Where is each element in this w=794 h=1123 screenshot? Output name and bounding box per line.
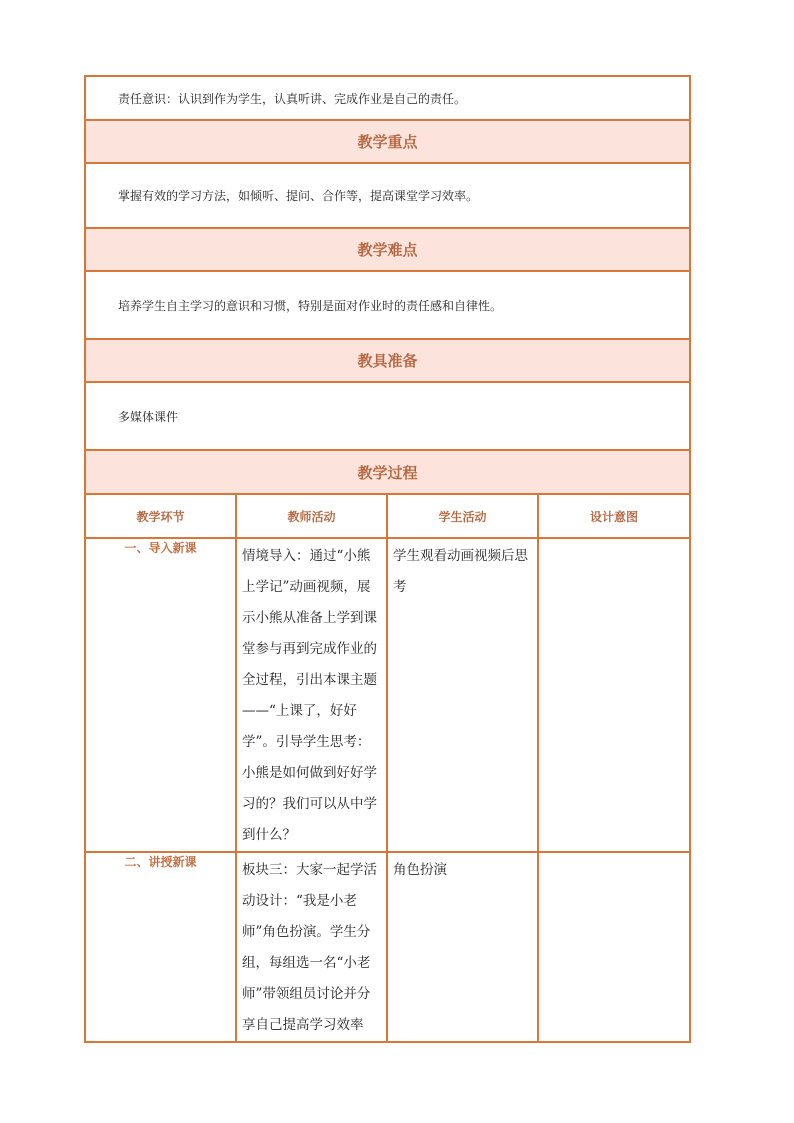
column-header-intent: 设计意图: [538, 494, 690, 538]
table-row: [85, 852, 690, 1042]
design-intent-cell: [538, 852, 690, 1042]
key-points-header-row: [85, 120, 690, 163]
process-title: 教学过程: [85, 450, 690, 494]
process-header-row: [85, 450, 690, 494]
key-points-row: [85, 163, 690, 228]
key-points-title: 教学重点: [85, 120, 690, 163]
teacher-activity-text: 情境导入：通过“小熊上学记”动画视频，展示小熊从准备上学到课堂参与再到完成作业的全过程，引出本课主题——“上课了，好好学”。引导学生思考：小熊是如何做到好好学习的？我们可以从中学到什么？: [242, 548, 377, 843]
responsibility-text: 责任意识：认识到作为学生，认真听讲、完成作业是自己的责任。: [85, 76, 690, 120]
student-activity-text: 角色扮演: [393, 862, 447, 878]
difficulties-header-row: [85, 228, 690, 271]
column-header-student: 学生活动: [387, 494, 538, 538]
difficulties-text: 培养学生自主学习的意识和习惯，特别是面对作业时的责任感和自律性。: [85, 271, 690, 339]
teacher-activity-cell: [236, 538, 387, 852]
teacher-activity-text: 板块三：大家一起学活动设计：“我是小老师”角色扮演。学生分组，每组选一名“小老师”带领组员讨论并分享自己提高学习效率: [242, 862, 377, 1033]
process-column-headers: [85, 494, 690, 538]
stage-cell: 一、导入新课: [85, 538, 236, 852]
difficulties-title: 教学难点: [85, 228, 690, 271]
difficulties-row: [85, 271, 690, 339]
materials-row: [85, 382, 690, 450]
responsibility-row: [85, 76, 690, 120]
key-points-text: 掌握有效的学习方法，如倾听、提问、合作等，提高课堂学习效率。: [85, 163, 690, 228]
student-activity-cell: [387, 852, 538, 1042]
column-header-teacher: 教师活动: [236, 494, 387, 538]
table-row: [85, 538, 690, 852]
column-header-stage: 教学环节: [85, 494, 236, 538]
materials-title: 教具准备: [85, 339, 690, 382]
student-activity-cell: [387, 538, 538, 852]
materials-header-row: [85, 339, 690, 382]
student-activity-text: 学生观看动画视频后思考: [393, 548, 528, 595]
teacher-activity-cell: [236, 852, 387, 1042]
materials-text: 多媒体课件: [85, 382, 690, 450]
design-intent-cell: [538, 538, 690, 852]
stage-cell: 二、讲授新课: [85, 852, 236, 1042]
lesson-plan-table: [84, 75, 691, 1043]
